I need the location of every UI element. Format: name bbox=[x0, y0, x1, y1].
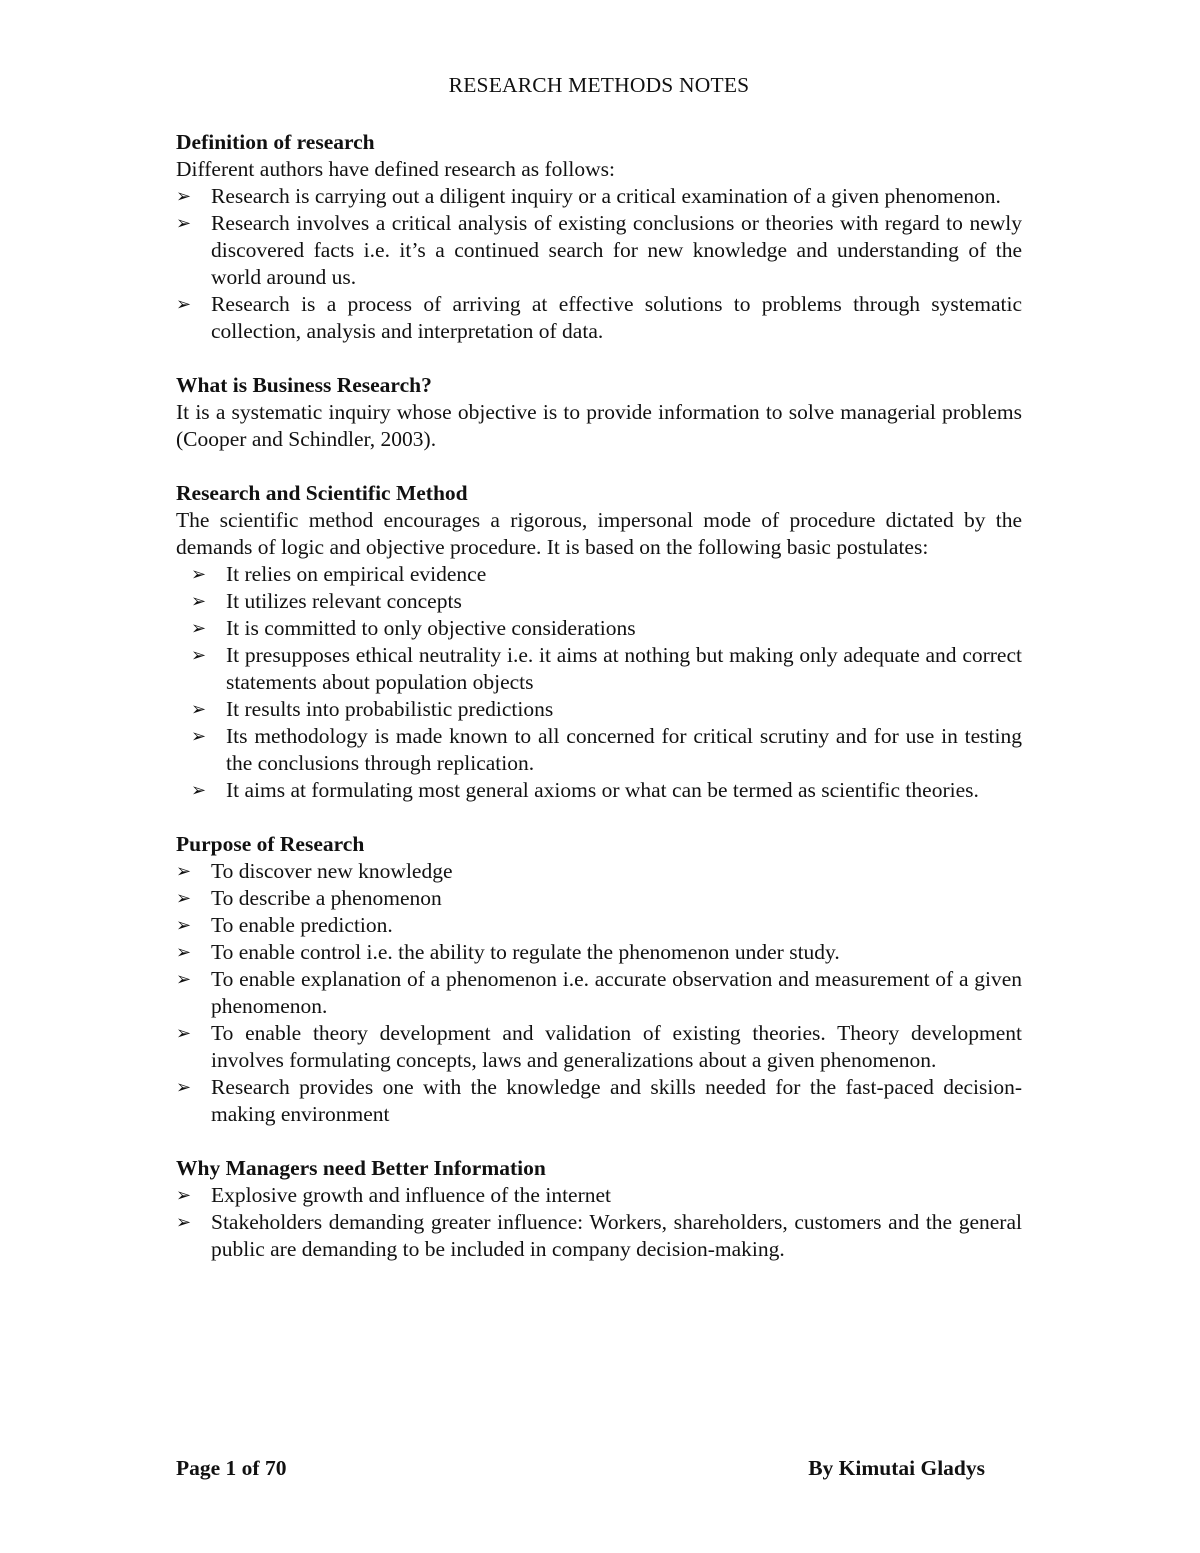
arrow-bullet-icon: ➢ bbox=[176, 186, 192, 207]
list-item-text: It aims at formulating most general axioms or what can be termed as scientific theories. bbox=[226, 778, 979, 802]
section-intro: The scientific method encourages a rigorous, impersonal mode of procedure dictated by the demands of logic and objective procedure. It is based on the following basic postulates: bbox=[176, 508, 1022, 559]
list-item-text: To enable explanation of a phenomenon i.e. accurate observation and measurement of a given phenomenon. bbox=[211, 967, 1022, 1018]
list-item-text: Research is a process of arriving at effective solutions to problems through systematic collection, analysis and interpretation of data. bbox=[211, 292, 1022, 343]
section-definition-of-research bbox=[176, 129, 1022, 345]
list-item-text: Its methodology is made known to all concerned for critical scrutiny and for use in testing the conclusions through replication. bbox=[226, 724, 1022, 775]
arrow-bullet-icon: ➢ bbox=[176, 294, 192, 315]
list-item bbox=[176, 858, 1022, 885]
author-credit: By Kimutai Gladys bbox=[808, 1456, 985, 1480]
section-intro: It is a systematic inquiry whose objective is to provide information to solve managerial problems (Cooper and Schindler, 2003). bbox=[176, 400, 1022, 451]
bullet-list bbox=[176, 858, 1022, 1128]
bullet-list bbox=[176, 1182, 1022, 1263]
arrow-bullet-icon: ➢ bbox=[176, 1077, 192, 1098]
list-item bbox=[191, 615, 1022, 642]
list-item-text: It relies on empirical evidence bbox=[226, 562, 487, 586]
list-item bbox=[176, 912, 1022, 939]
arrow-bullet-icon: ➢ bbox=[191, 645, 207, 666]
arrow-bullet-icon: ➢ bbox=[176, 861, 192, 882]
list-item bbox=[176, 291, 1022, 345]
list-item-text: Research is carrying out a diligent inquiry or a critical examination of a given phenomenon. bbox=[211, 184, 1001, 208]
list-item-text: Stakeholders demanding greater influence: Workers, shareholders, customers and the general public are demanding to be included in company decision-making. bbox=[211, 1210, 1022, 1261]
list-item-text: To enable prediction. bbox=[211, 913, 393, 937]
arrow-bullet-icon: ➢ bbox=[176, 942, 192, 963]
list-item-text: It presupposes ethical neutrality i.e. it aims at nothing but making only adequate and correct statements about population objects bbox=[226, 643, 1022, 694]
list-item bbox=[176, 1182, 1022, 1209]
bullet-list bbox=[176, 183, 1022, 345]
arrow-bullet-icon: ➢ bbox=[176, 1185, 192, 1206]
bullet-list bbox=[176, 561, 1022, 804]
arrow-bullet-icon: ➢ bbox=[191, 699, 207, 720]
arrow-bullet-icon: ➢ bbox=[176, 915, 192, 936]
list-item-text: To enable theory development and validation of existing theories. Theory development involves formulating concepts, laws and generalizations about a given phenomenon. bbox=[211, 1021, 1022, 1072]
list-item-text: It utilizes relevant concepts bbox=[226, 589, 462, 613]
list-item bbox=[191, 723, 1022, 777]
section-purpose-of-research bbox=[176, 831, 1022, 1128]
document-title: RESEARCH METHODS NOTES bbox=[448, 73, 750, 97]
list-item-text: Explosive growth and influence of the internet bbox=[211, 1183, 612, 1207]
arrow-bullet-icon: ➢ bbox=[191, 591, 207, 612]
section-intro: Different authors have defined research as follows: bbox=[176, 157, 615, 181]
arrow-bullet-icon: ➢ bbox=[191, 780, 207, 801]
list-item-text: To enable control i.e. the ability to regulate the phenomenon under study. bbox=[211, 940, 840, 964]
arrow-bullet-icon: ➢ bbox=[191, 618, 207, 639]
list-item-text: It is committed to only objective considerations bbox=[226, 616, 636, 640]
arrow-bullet-icon: ➢ bbox=[176, 969, 192, 990]
list-item bbox=[191, 777, 1022, 804]
list-item bbox=[176, 885, 1022, 912]
document-page bbox=[176, 72, 1022, 1290]
page-footer bbox=[176, 1456, 985, 1481]
section-why-managers-need-information bbox=[176, 1155, 1022, 1263]
list-item bbox=[191, 696, 1022, 723]
list-item bbox=[191, 588, 1022, 615]
section-heading: Definition of research bbox=[176, 130, 375, 154]
arrow-bullet-icon: ➢ bbox=[176, 213, 192, 234]
list-item bbox=[176, 1020, 1022, 1074]
list-item bbox=[176, 183, 1022, 210]
arrow-bullet-icon: ➢ bbox=[176, 1212, 192, 1233]
list-item bbox=[191, 642, 1022, 696]
section-heading: Purpose of Research bbox=[176, 832, 365, 856]
arrow-bullet-icon: ➢ bbox=[176, 1023, 192, 1044]
list-item bbox=[176, 939, 1022, 966]
section-heading: Research and Scientific Method bbox=[176, 481, 468, 505]
arrow-bullet-icon: ➢ bbox=[191, 564, 207, 585]
section-scientific-method bbox=[176, 480, 1022, 804]
list-item-text: To discover new knowledge bbox=[211, 859, 453, 883]
arrow-bullet-icon: ➢ bbox=[191, 726, 207, 747]
arrow-bullet-icon: ➢ bbox=[176, 888, 192, 909]
page-number: Page 1 of 70 bbox=[176, 1456, 287, 1480]
list-item-text: Research provides one with the knowledge and skills needed for the fast-paced decision-making environment bbox=[211, 1075, 1022, 1126]
section-business-research bbox=[176, 372, 1022, 453]
list-item bbox=[191, 561, 1022, 588]
list-item-text: To describe a phenomenon bbox=[211, 886, 442, 910]
list-item bbox=[176, 966, 1022, 1020]
list-item bbox=[176, 1209, 1022, 1263]
list-item-text: Research involves a critical analysis of existing conclusions or theories with regard to newly discovered facts i.e. it’s a continued search for new knowledge and understanding of the world around us. bbox=[211, 211, 1022, 289]
list-item bbox=[176, 1074, 1022, 1128]
section-heading: Why Managers need Better Information bbox=[176, 1156, 546, 1180]
list-item-text: It results into probabilistic predictions bbox=[226, 697, 554, 721]
list-item bbox=[176, 210, 1022, 291]
section-heading: What is Business Research? bbox=[176, 373, 432, 397]
